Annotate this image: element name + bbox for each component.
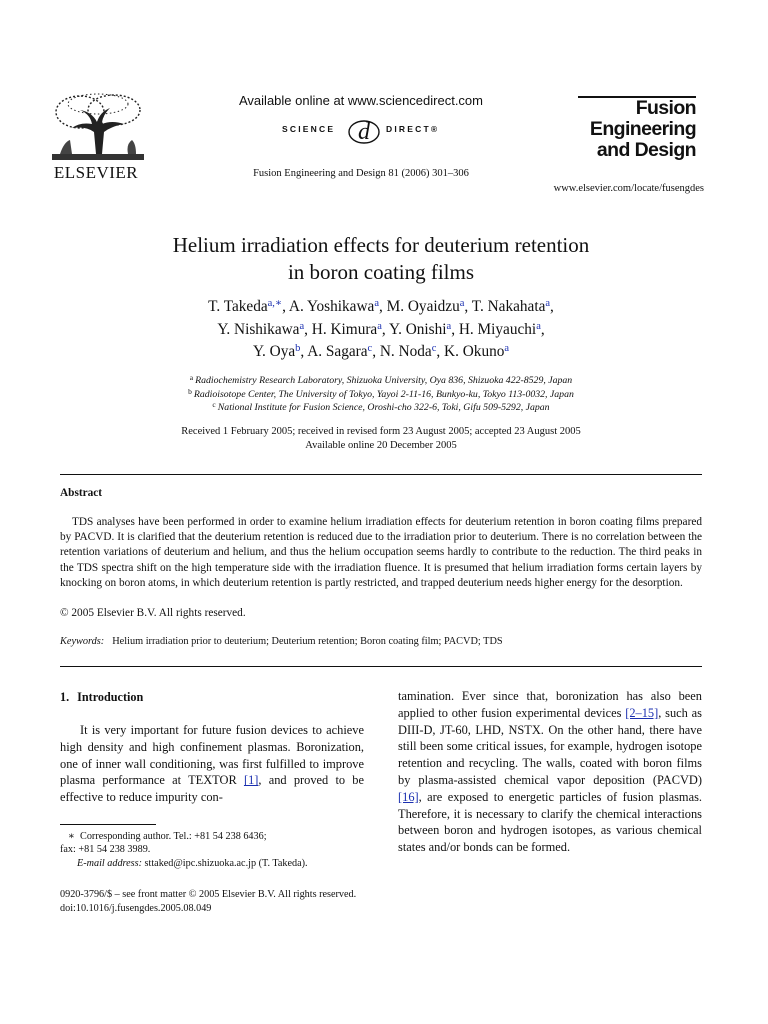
- section-number: 1.: [60, 690, 70, 704]
- author-affiliation-mark[interactable]: a: [446, 321, 452, 332]
- author-affiliation-mark[interactable]: a: [374, 298, 379, 309]
- author-affiliation-mark[interactable]: a: [536, 321, 541, 332]
- journal-url[interactable]: www.elsevier.com/locate/fusengdes: [553, 183, 704, 194]
- author-affiliation-mark[interactable]: b: [295, 343, 301, 354]
- intro-text: , and proved to be effective to reduce impurity con-: [60, 773, 364, 805]
- author-name: M. Oyaidzu: [386, 298, 460, 315]
- doi[interactable]: doi:10.1016/j.fusengdes.2005.08.049: [60, 902, 212, 914]
- title-line: Helium irradiation effects for deuterium retention: [172, 233, 590, 257]
- affiliation-mark: b: [188, 387, 192, 396]
- journal-title-line: and Design: [596, 139, 696, 161]
- keywords: [60, 636, 702, 647]
- intro-text: tamination. Ever since that, boronization has also been applied to other fusion experimental devices: [398, 689, 702, 720]
- journal-title: [570, 98, 696, 161]
- intro-paragraph-right: [398, 688, 702, 856]
- received-dates: Received 1 February 2005; received in revised form 23 August 2005; accepted 23 August 2005: [181, 426, 581, 437]
- author-name: H. Miyauchi: [458, 321, 537, 338]
- author-name: T. Nakahata: [471, 298, 546, 315]
- journal-citation: Fusion Engineering and Design 81 (2006) 301–306: [253, 168, 469, 179]
- intro-paragraph-left: [60, 722, 364, 806]
- footnote-mark: ∗: [68, 831, 75, 842]
- abstract-heading: Abstract: [60, 487, 103, 499]
- email-address[interactable]: sttaked@ipc.shizuoka.ac.jp (T. Takeda).: [144, 857, 308, 869]
- author-name: N. Noda: [379, 343, 432, 360]
- affiliation-text: Radiochemistry Research Laboratory, Shizuoka University, Oya 836, Shizuoka 422-8529, Japan: [195, 375, 573, 386]
- svg-text:d: d: [358, 119, 370, 145]
- abstract-copyright: © 2005 Elsevier B.V. All rights reserved.: [60, 607, 246, 619]
- author-name: H. Kimura: [311, 321, 378, 338]
- affiliation: [60, 374, 702, 387]
- author-affiliation-mark[interactable]: a,∗: [267, 298, 283, 309]
- author-affiliation-mark[interactable]: c: [367, 343, 373, 354]
- author-name: A. Sagara: [307, 343, 368, 360]
- author-name: Y. Onishi: [389, 321, 447, 338]
- author-affiliation-mark[interactable]: a: [545, 298, 551, 309]
- front-matter: [60, 888, 400, 915]
- intro-text: , such as DIII-D, JT-60, LHD, NSTX. On the other hand, there have still been some critical issues, for example, hydrogen isotope retention and recycling. The walls, coated with boron films by plasma-assisted chemical vapor deposition (PACVD): [398, 705, 702, 787]
- author-name: A. Yoshikawa: [288, 298, 375, 315]
- intro-text: , are exposed to energetic particles of fusion plasmas. Therefore, it is necessary to clarify the chemical interactions between boron and hydrogen isotopes, as various chemical states and/or bonds can be formed.: [398, 789, 702, 855]
- paper-title: [60, 232, 702, 286]
- publisher-name: ELSEVIER: [53, 163, 139, 182]
- journal-title-line: Engineering: [589, 118, 696, 140]
- available-online-text: Available online at www.sciencedirect.com: [239, 93, 483, 108]
- affiliation-text: National Institute for Fusion Science, Oroshi-cho 322-6, Toki, Gifu 509-5292, Japan: [217, 402, 550, 413]
- author-affiliation-mark[interactable]: c: [431, 343, 437, 354]
- citation-link[interactable]: [2–15]: [625, 705, 659, 720]
- author-name: Y. Oya: [252, 343, 296, 360]
- journal-title-line: Fusion: [635, 97, 696, 119]
- author-affiliation-mark[interactable]: a: [459, 298, 465, 309]
- affiliation-mark: a: [189, 373, 194, 382]
- sciencedirect-direct-text: DIRECT®: [386, 124, 440, 134]
- citation-link[interactable]: [16]: [398, 789, 419, 804]
- author-line: T. Takeda$^{a,∗}$, A. Yoshikawa$^a$, M. Oyaidzu$^a$, T. Nakahata$^a$,: [208, 298, 554, 315]
- footnote-text: fax: +81 54 238 3989.: [60, 844, 151, 856]
- section-heading: [60, 690, 143, 705]
- author-line: Y. Oya$^b$, A. Sagara$^c$, N. Noda$^c$, K. Okuno$^a$: [252, 343, 510, 360]
- author-affiliation-mark[interactable]: a: [377, 321, 382, 332]
- available-online-date: Available online 20 December 2005: [305, 440, 457, 451]
- affiliation-text: Radioisotope Center, The University of Tokyo, Yayoi 2-11-16, Bunkyo-ku, Tokyo 113-0032, Japan: [193, 389, 574, 400]
- author-name: K. Okuno: [444, 343, 505, 360]
- footnote: [60, 830, 364, 870]
- keywords-text: Helium irradiation prior to deuterium; Deuterium retention; Boron coating film; PACVD; TDS: [112, 636, 503, 647]
- affiliation: [60, 401, 702, 414]
- intro-text: It is very important for future fusion devices to achieve high density and high confinement plasmas. Boronization, one of inner wall conditioning, was first fulfilled to improve plasma performance at TEXTOR: [60, 723, 364, 788]
- divider: [60, 474, 702, 475]
- footnote-text: Corresponding author. Tel.: +81 54 238 6436;: [80, 831, 267, 842]
- section-title: Introduction: [77, 690, 144, 704]
- affiliation: [60, 388, 702, 401]
- sciencedirect-science-text: SCIENCE: [282, 124, 336, 134]
- author-name: T. Takeda: [208, 298, 268, 315]
- author-name: Y. Nishikawa: [217, 321, 300, 338]
- citation-link[interactable]: [1]: [243, 773, 259, 788]
- sciencedirect-d-icon: [346, 116, 382, 146]
- keywords-label: Keywords:: [60, 636, 105, 647]
- sciencedirect-logo: [282, 116, 442, 146]
- author-line: Y. Nishikawa$^a$, H. Kimura$^a$, Y. Onishi$^a$, H. Miyauchi$^a$,: [217, 321, 545, 338]
- abstract-text: TDS analyses have been performed in order to examine helium irradiation effects for deuterium retention in boron coating films prepared by PACVD. It is clarified that the deuterium retention is reduced due to the irradiation prior to deuterium. There is no correlation between the retention variations of deuterium and helium, and thus the helium occupation seems hardly to contribute to the reduction. The third peaks in the TDS spectra shift on the high temperature side with the irradiation fluence. It is presumed that helium irradiation forms certain layers by knocking on boron atoms, in which deuterium retention is partly restricted, and trapped deuterium needs higher energy for the desorption.: [60, 516, 702, 589]
- affiliation-mark: c: [212, 400, 216, 409]
- divider: [60, 666, 702, 667]
- email-label: E-mail address:: [77, 857, 142, 869]
- author-affiliation-mark[interactable]: a: [504, 343, 510, 354]
- title-line: in boron coating films: [287, 260, 475, 284]
- author-affiliation-mark[interactable]: a: [299, 321, 305, 332]
- footnote-rule: [60, 824, 156, 825]
- issn-copyright: 0920-3796/$ – see front matter © 2005 Elsevier B.V. All rights reserved.: [60, 889, 357, 900]
